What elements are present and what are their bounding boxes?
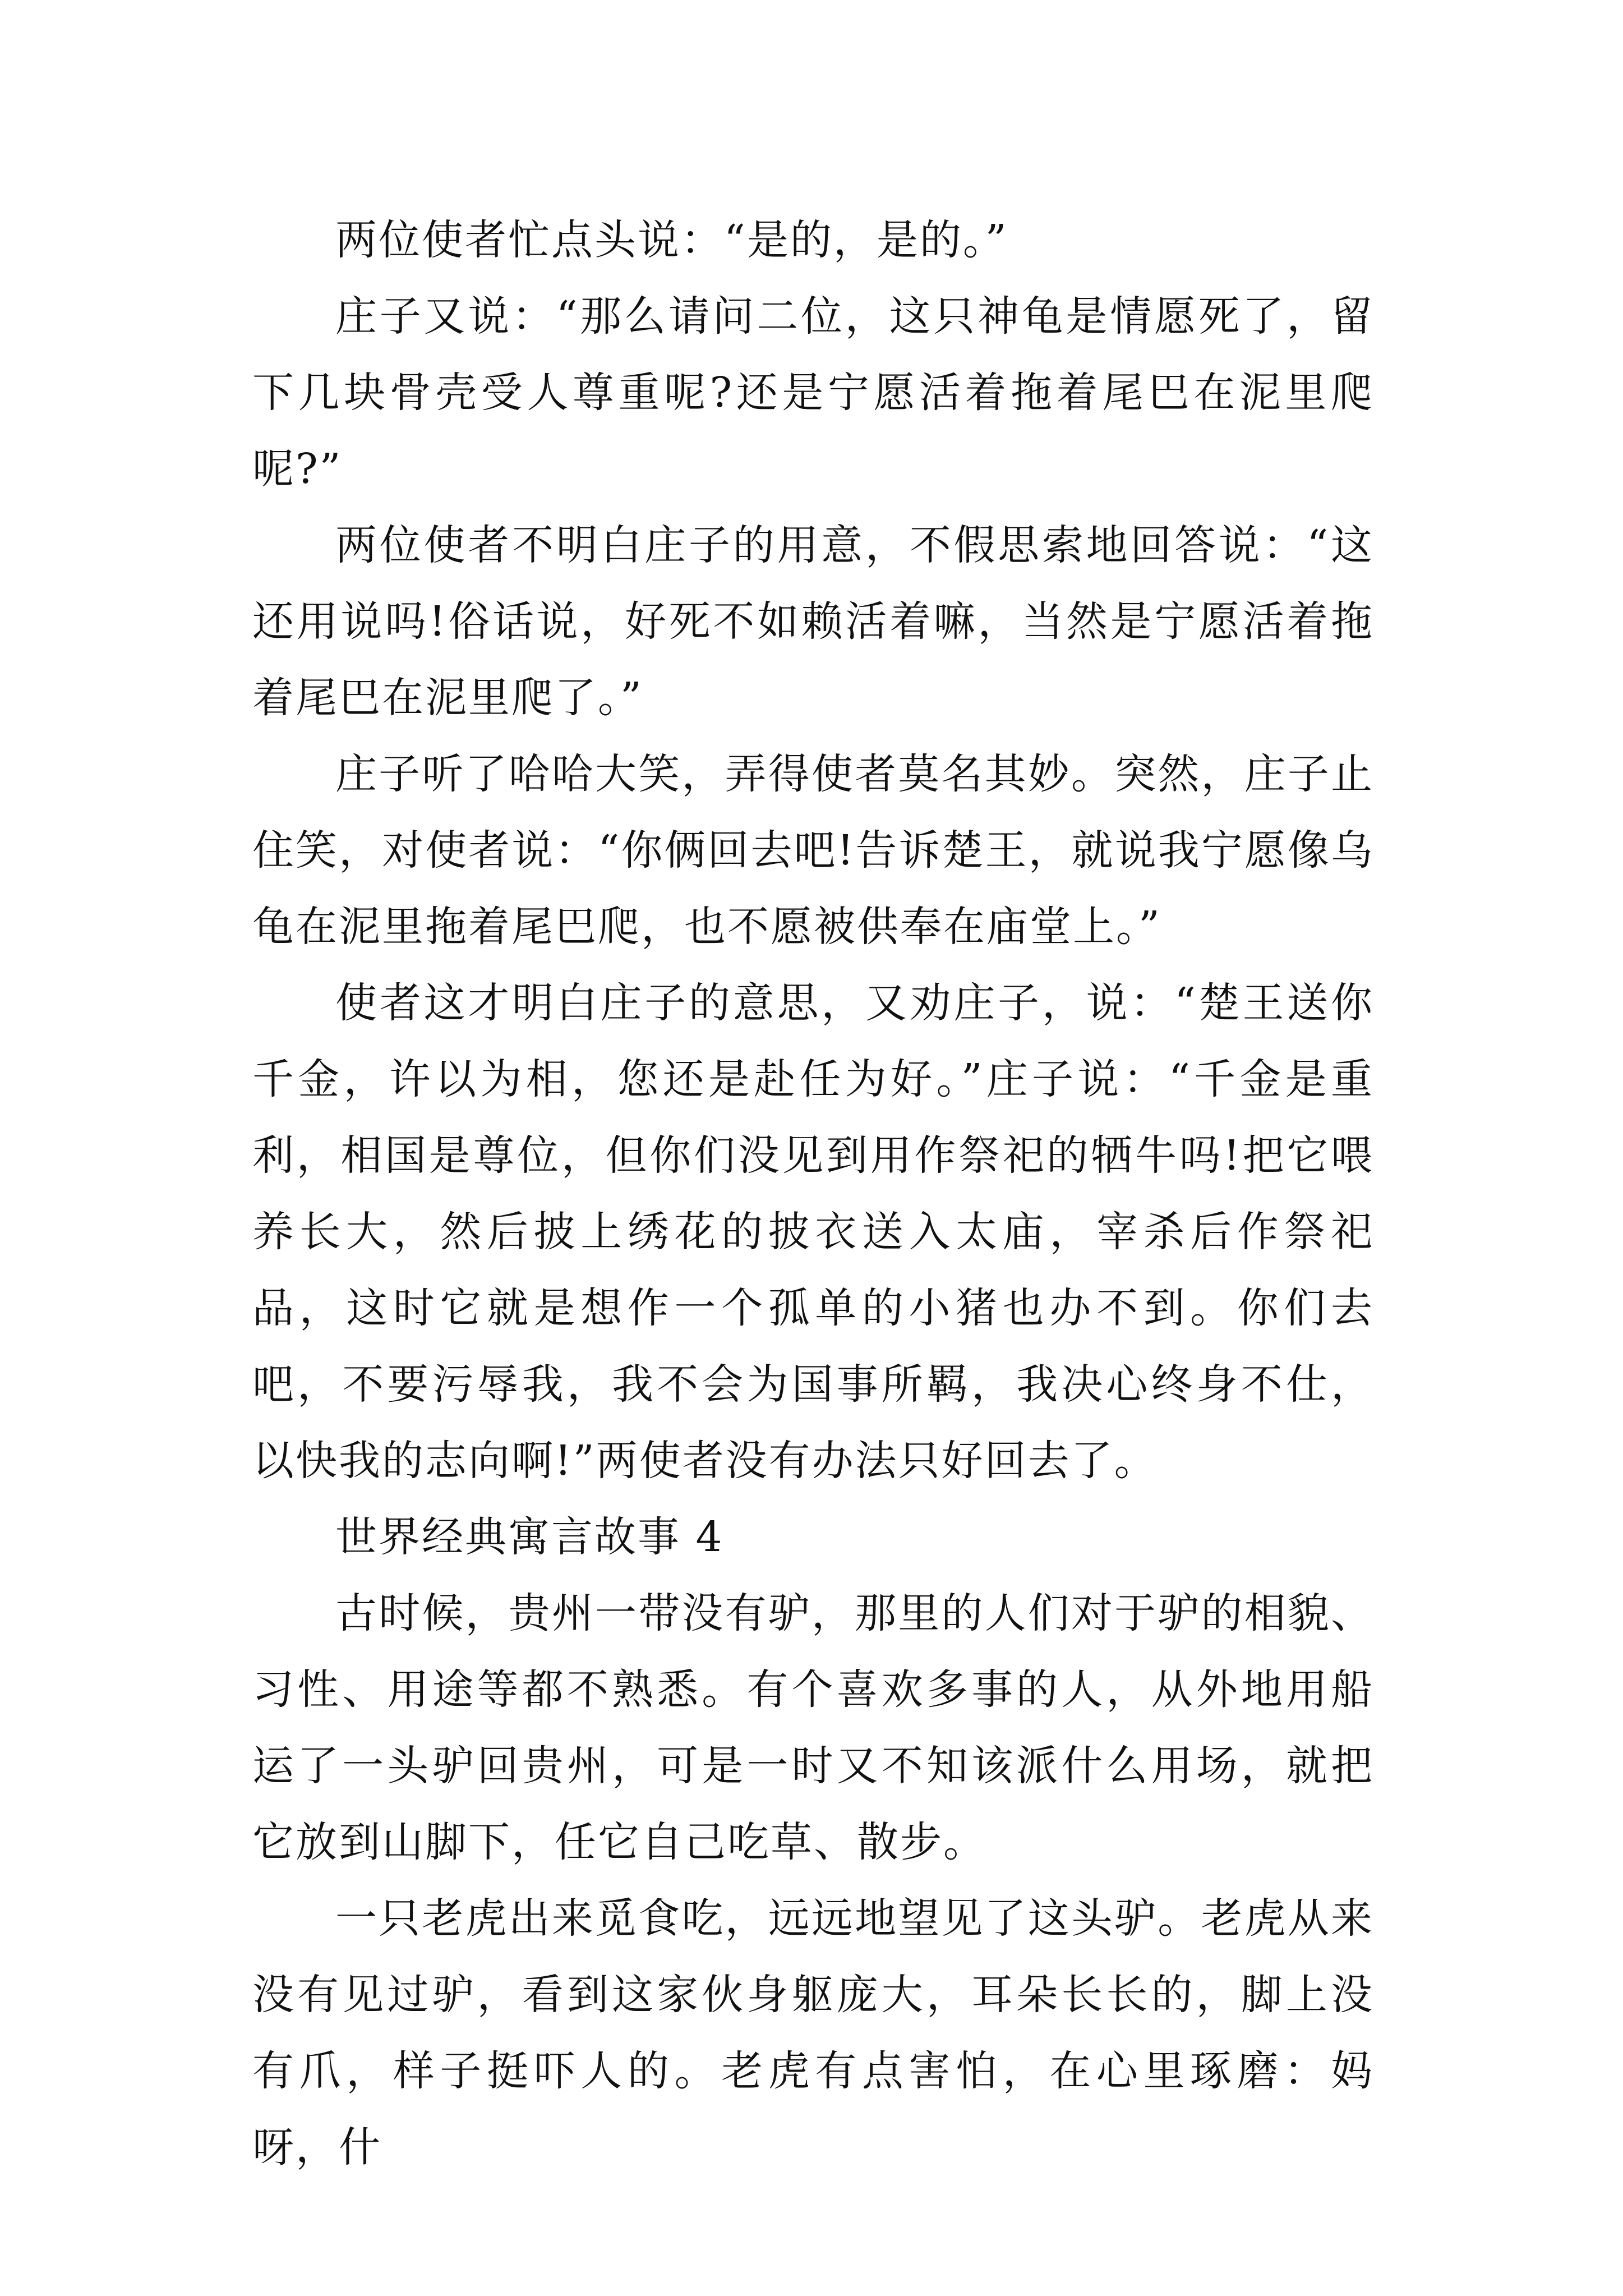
paragraph: 一只老虎出来觅食吃，远远地望见了这头驴。老虎从来没有见过驴，看到这家伙身躯庞大，耳朵长长的，脚上没有爪，样子挺吓人的。老虎有点害怕，在心里琢磨：妈呀，什	[252, 1894, 1374, 2171]
paragraph: 两位使者不明白庄子的用意，不假思索地回答说：“这还用说吗!俗话说，好死不如赖活着嘛，当然是宁愿活着拖着尾巴在泥里爬了。”	[252, 521, 1374, 722]
paragraph: 两位使者忙点头说：“是的，是的。”	[335, 216, 1008, 264]
paragraph: 古时候，贵州一带没有驴，那里的人们对于驴的相貌、习性、用途等都不熟悉。有个喜欢多事的人，从外地用船运了一头驴回贵州，可是一时又不知该派什么用场，就把它放到山脚下，任它自己吃草、散步。	[252, 1589, 1374, 1866]
paragraph: 庄子又说：“那么请问二位，这只神龟是情愿死了，留下几块骨壳受人尊重呢?还是宁愿活着拖着尾巴在泥里爬呢?”	[252, 292, 1374, 493]
paragraph: 使者这才明白庄子的意思，又劝庄子，说：“楚王送你千金，许以为相，您还是赴任为好。”庄子说：“千金是重利，相国是尊位，但你们没见到用作祭祀的牺牛吗!把它喂养长大，然后披上绣花的披衣送入太庙，宰杀后作祭祀品，这时它就是想作一个孤单的小猪也办不到。你们去吧，不要污辱我，我不会为国事所羁，我决心终身不仕，以快我的志向啊!”两使者没有办法只好回去了。	[252, 979, 1374, 1485]
document-body	[252, 202, 1374, 2185]
section-title: 世界经典寓言故事 4	[335, 1513, 724, 1561]
paragraph: 庄子听了哈哈大笑，弄得使者莫名其妙。突然，庄子止住笑，对使者说：“你俩回去吧!告诉楚王，就说我宁愿像乌龟在泥里拖着尾巴爬，也不愿被供奉在庙堂上。”	[252, 750, 1374, 951]
